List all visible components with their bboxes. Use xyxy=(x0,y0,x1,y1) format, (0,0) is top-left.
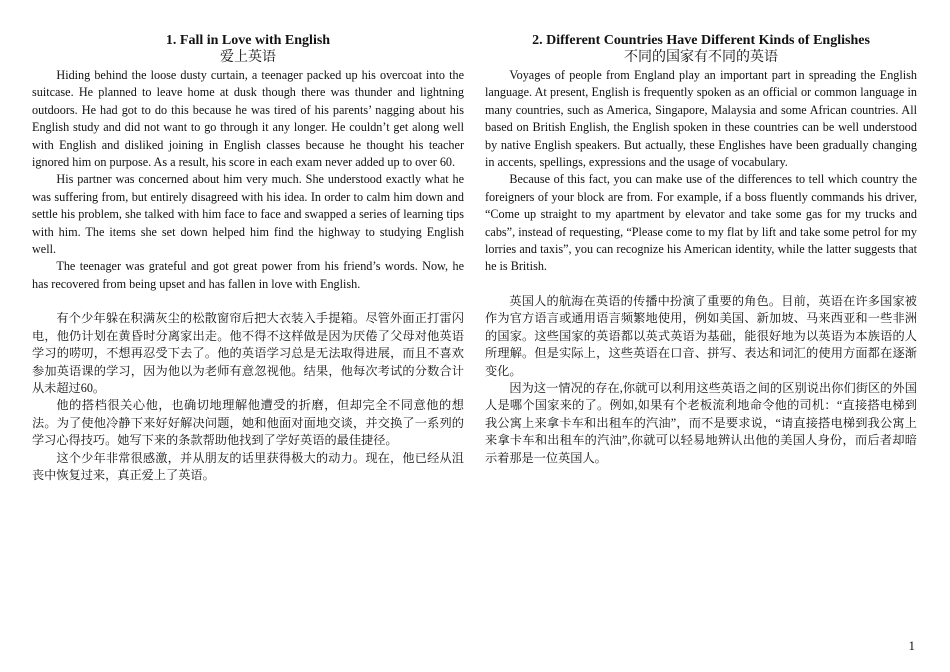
article-2-paragraph-zh: 因为这一情况的存在,你就可以利用这些英语之间的区别说出你们街区的外国人是哪个国家来的了。例如,如果有个老板流利地命令他的司机：“直接搭电梯到我公寓上来拿卡车和出租车的汽油”，而不是要求说，“请直接搭电梯到我公寓上来拿卡车和出租车的汽油”,你就可以轻易地辨认出他的美国人身份，而后者却暗示着那是一位英国人。 xyxy=(485,380,917,465)
article-1-title-zh: 爱上英语 xyxy=(220,50,276,65)
spacer xyxy=(32,293,464,310)
article-2-title-zh: 不同的国家有不同的英语 xyxy=(624,50,778,65)
page-number: 1 xyxy=(908,638,915,653)
article-1-paragraph-zh: 有个少年躲在积满灰尘的松散窗帘后把大衣装入手提箱。尽管外面正打雷闪电，他仍计划在黄昏时分离家出走。他不得不这样做是因为厌倦了父母对他英语学习的唠叨，不想再忍受下去了。他的英语学习总是无法取得进展，而且不喜欢参加英语课的学习，因为他以为老师有意忽视他。结果，他每次考试的分数合计从未超过60。 xyxy=(32,311,464,395)
left-column xyxy=(32,32,464,484)
article-2-title-en: 2. Different Countries Have Different Kinds of Englishes xyxy=(532,33,870,48)
article-2-paragraph-en: Voyages of people from England play an important part in spreading the English language. At present, English is frequently spoken as an official or common language in many countries, such as America, Singapore, Malaysia and some African countries. All based on British English, the English spoken in these countries can be well understood by native English speakers. But actually, these Englishes have been gradually changing in accents, spellings, expressions and the usage of vocabulary. xyxy=(485,68,917,170)
article-2-paragraph-zh: 英国人的航海在英语的传播中扮演了重要的角色。目前，英语在许多国家被作为官方语言或通用语言频繁地使用，例如美国、新加坡、马来西亚和一些非洲的国家。这些国家的英语都以英式英语为基础，能很好地为以英语为本族语的人所理解。但是实际上，这些英语在口音、拼写、表达和词汇的使用方面都在逐渐变化。 xyxy=(485,293,917,378)
article-1-paragraph-zh: 这个少年非常很感激，并从朋友的话里获得极大的动力。现在，他已经从沮丧中恢复过来，真正爱上了英语。 xyxy=(32,450,464,482)
article-1-title-en: 1. Fall in Love with English xyxy=(165,33,331,48)
spacer xyxy=(485,276,917,293)
article-1-paragraph-zh: 他的搭档很关心他，也确切地理解他遭受的折磨，但却完全不同意他的想法。为了使他冷静下来好好解决问题，她和他面对面地交谈，并交换了一系列的学习心得技巧。她写下来的条款帮助他找到了学好英语的最佳捷径。 xyxy=(32,398,464,448)
article-1-paragraph-en: The teenager was grateful and got great power from his friend’s words. Now, he has recovered from being upset and has fallen in love with English. xyxy=(32,259,464,291)
right-column xyxy=(485,32,917,467)
article-1-paragraph-en: His partner was concerned about him very much. She understood exactly what he was suffering from, but entirely disagreed with his idea. In order to calm him down and settle his problem, she talked with him face to face and swapped a series of learning tips with him. The items she set down helped him find the highway to studying English well. xyxy=(32,172,464,257)
article-2-paragraph-en: Because of this fact, you can make use of the differences to tell which country the foreigners of your block are from. For example, if a boss fluently commands his driver, “Come up straight to my apartment by elevator and take some gas for my trucks and cabs”, instead of requesting, “Please come to my flat by lift and take some petrol for my lorries and taxis”, you can recognize his American identity, while the latter suggests that he is British. xyxy=(485,172,917,274)
article-1-paragraph-en: Hiding behind the loose dusty curtain, a teenager packed up his overcoat into the suitcase. He planned to leave home at dusk though there was thunder and lightning outdoors. He had got to do this because he was tired of his parents’ nagging about his English study and did not want to go through it any longer. He couldn’t get along well with English and disliked joining in English classes because he thought his teacher ignored him on purpose. As a result, his score in each exam never added up to over 60. xyxy=(32,68,464,170)
